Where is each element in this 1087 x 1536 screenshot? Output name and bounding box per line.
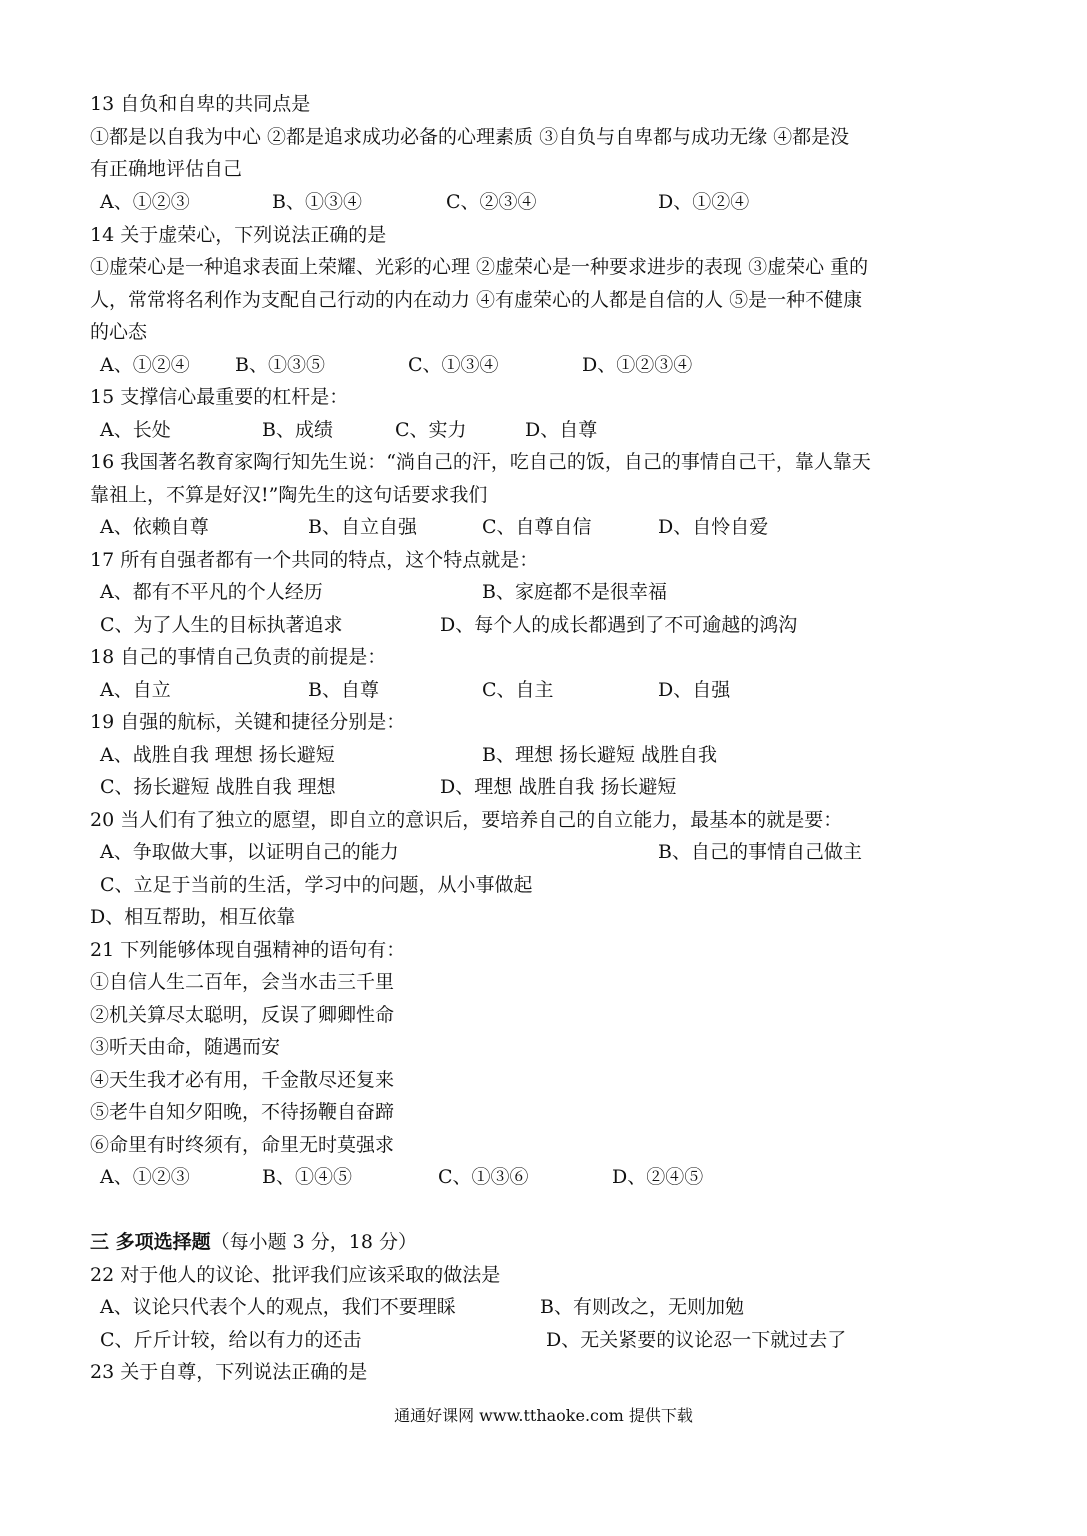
q22-option-a: A、议论只代表个人的观点，我们不要理睬 <box>100 1296 456 1318</box>
q15-option-c: C、实力 <box>395 419 467 441</box>
q21-option-d: D、②④⑤ <box>612 1166 704 1188</box>
q15-stem: 15 支撑信心最重要的杠杆是： <box>90 386 349 408</box>
q19-option-a: A、战胜自我 理想 扬长避短 <box>100 744 335 766</box>
q21-item: ⑤老牛自知夕阳晚，不待扬鞭自奋蹄 <box>90 1101 395 1123</box>
q20-option-d: D、相互帮助，相互依靠 <box>90 906 296 928</box>
q14-option-a: A、①②④ <box>100 354 190 376</box>
q18-option-c: C、自主 <box>482 679 554 701</box>
q13-stem: 13 自负和自卑的共同点是 <box>90 93 311 115</box>
q21-item: ③听天由命，随遇而安 <box>90 1036 281 1058</box>
q20-option-b: B、自己的事情自己做主 <box>658 841 862 863</box>
q19-option-b: B、理想 扬长避短 战胜自我 <box>482 744 718 766</box>
q14-statements-line3: 的心态 <box>90 321 148 343</box>
q17-stem: 17 所有自强者都有一个共同的特点，这个特点就是： <box>90 549 539 571</box>
q22-option-b: B、有则改之，无则加勉 <box>540 1296 744 1318</box>
q21-option-b: B、①④⑤ <box>262 1166 352 1188</box>
q20-option-c: C、立足于当前的生活，学习中的问题，从小事做起 <box>100 874 533 896</box>
q14-option-b: B、①③⑤ <box>235 354 325 376</box>
section-3-note: （每小题 3 分，18 分） <box>210 1231 418 1253</box>
q16-option-d: D、自怜自爱 <box>658 516 769 538</box>
q16-option-b: B、自立自强 <box>308 516 417 538</box>
q18-stem: 18 自己的事情自己负责的前提是： <box>90 646 387 668</box>
q22-stem: 22 对于他人的议论、批评我们应该采取的做法是 <box>90 1264 501 1286</box>
q16-option-c: C、自尊自信 <box>482 516 592 538</box>
q17-option-d: D、每个人的成长都遇到了不可逾越的鸿沟 <box>440 614 798 636</box>
q13-statements-line2: 有正确地评估自己 <box>90 158 243 180</box>
q14-option-d: D、①②③④ <box>582 354 693 376</box>
q21-item: ⑥命里有时终须有，命里无时莫强求 <box>90 1134 395 1156</box>
q20-stem: 20 当人们有了独立的愿望，即自立的意识后，要培养自己的自立能力，最基本的就是要： <box>90 809 843 831</box>
q22-option-d: D、无关紧要的议论忍一下就过去了 <box>546 1329 847 1351</box>
q15-option-d: D、自尊 <box>525 419 598 441</box>
q19-option-c: C、扬长避短 战胜自我 理想 <box>100 776 336 798</box>
q16-option-a: A、依赖自尊 <box>100 516 209 538</box>
q21-item: ①自信人生二百年，会当水击三千里 <box>90 971 395 993</box>
q16-stem-line2: 靠祖上，不算是好汉!”陶先生的这句话要求我们 <box>90 484 488 506</box>
q14-option-c: C、①③④ <box>408 354 499 376</box>
q19-option-d: D、理想 战胜自我 扬长避短 <box>440 776 677 798</box>
q13-statements-line1: ①都是以自我为中心 ②都是追求成功必备的心理素质 ③自负与自卑都与成功无缘 ④都是没 <box>90 126 850 148</box>
q22-option-c: C、斤斤计较，给以有力的还击 <box>100 1329 362 1351</box>
q13-option-b: B、①③④ <box>272 191 362 213</box>
q21-item: ④天生我才必有用，千金散尽还复来 <box>90 1069 395 1091</box>
q15-option-b: B、成绩 <box>262 419 333 441</box>
q13-option-c: C、②③④ <box>446 191 537 213</box>
page-footer: 通通好课网 www.tthaoke.com 提供下载 <box>394 1406 693 1425</box>
q18-option-d: D、自强 <box>658 679 731 701</box>
q17-option-a: A、都有不平凡的个人经历 <box>100 581 323 603</box>
q13-option-a: A、①②③ <box>100 191 190 213</box>
q20-option-a: A、争取做大事，以证明自己的能力 <box>100 841 399 863</box>
q19-stem: 19 自强的航标，关键和捷径分别是： <box>90 711 406 733</box>
q17-option-c: C、为了人生的目标执著追求 <box>100 614 343 636</box>
q17-option-b: B、家庭都不是很幸福 <box>482 581 667 603</box>
q13-option-d: D、①②④ <box>658 191 750 213</box>
q14-statements-line2: 人，常常将名利作为支配自己行动的内在动力 ④有虚荣心的人都是自信的人 ⑤是一种不健康 <box>90 289 863 311</box>
section-3-heading <box>90 1226 417 1258</box>
q18-option-b: B、自尊 <box>308 679 379 701</box>
section-3-title: 三 多项选择题 <box>90 1231 211 1253</box>
q21-option-a: A、①②③ <box>100 1166 190 1188</box>
q16-stem-line1: 16 我国著名教育家陶行知先生说：“淌自己的汗，吃自己的饭，自己的事情自己干，靠人靠天 <box>90 451 871 473</box>
q15-option-a: A、长处 <box>100 419 171 441</box>
q14-stem: 14 关于虚荣心，下列说法正确的是 <box>90 224 387 246</box>
q21-stem: 21 下列能够体现自强精神的语句有： <box>90 939 406 961</box>
q14-statements-line1: ①虚荣心是一种追求表面上荣耀、光彩的心理 ②虚荣心是一种要求进步的表现 ③虚荣心 重的 <box>90 256 869 278</box>
q21-item: ②机关算尽太聪明，反误了卿卿性命 <box>90 1004 395 1026</box>
q18-option-a: A、自立 <box>100 679 171 701</box>
q21-option-c: C、①③⑥ <box>438 1166 529 1188</box>
q23-stem: 23 关于自尊，下列说法正确的是 <box>90 1361 368 1383</box>
